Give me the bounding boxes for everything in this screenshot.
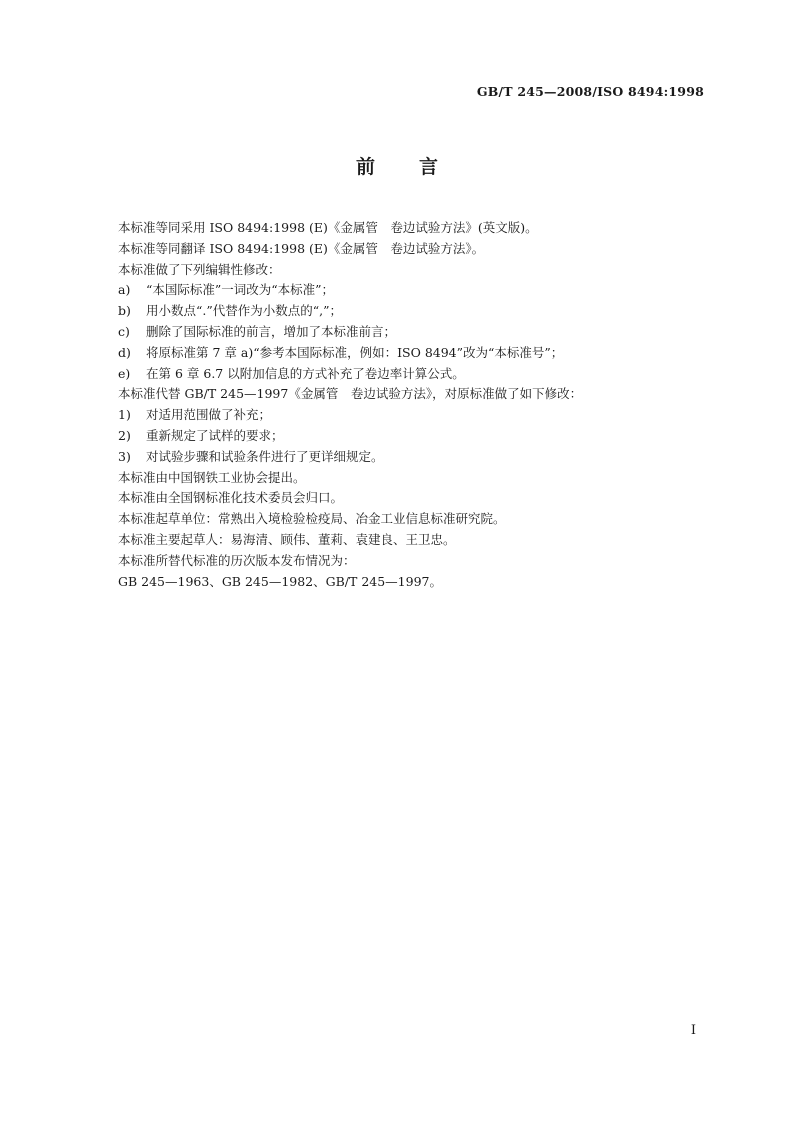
list-item-text: “本国际标准”一词改为“本标准”； xyxy=(146,282,335,298)
paragraph-history-intro: 本标准所替代标准的历次版本发布情况为： xyxy=(118,552,356,568)
list-item-marker: 2) xyxy=(118,427,131,443)
foreword-body xyxy=(118,218,718,592)
list-item-text: 对适用范围做了补充； xyxy=(146,407,272,423)
standard-code: GB/T 245—2008/ISO 8494:1998 xyxy=(476,84,704,99)
list-item-marker: a) xyxy=(118,282,131,298)
list-item xyxy=(118,426,718,447)
list-item xyxy=(118,280,718,301)
paragraph-drafting-units: 本标准起草单位：常熟出入境检验检疫局、冶金工业信息标准研究院。 xyxy=(118,511,506,527)
list-item-text: 将原标准第 7 章 a)“参考本国际标准，例如：ISO 8494”改为“本标准号”； xyxy=(146,344,564,360)
paragraph-translation: 本标准等同翻译 ISO 8494:1998 (E)《金属管 卷边试验方法》。 xyxy=(118,240,485,256)
list-item-marker: 3) xyxy=(118,448,131,464)
list-item xyxy=(118,405,718,426)
paragraph-adoption: 本标准等同采用 ISO 8494:1998 (E)《金属管 卷边试验方法》(英文版)。 xyxy=(118,220,538,235)
list-item-marker: e) xyxy=(118,365,131,381)
list-item-text: 对试验步骤和试验条件进行了更详细规定。 xyxy=(146,448,384,464)
list-item-marker: b) xyxy=(118,303,131,319)
paragraph-history-versions: GB 245—1963、GB 245—1982、GB/T 245—1997。 xyxy=(118,573,442,589)
page-number: I xyxy=(690,1023,696,1038)
paragraph-edits-intro: 本标准做了下列编辑性修改： xyxy=(118,261,281,277)
list-item xyxy=(118,364,718,385)
list-item-text: 在第 6 章 6.7 以附加信息的方式补充了卷边率计算公式。 xyxy=(146,365,465,381)
list-item-text: 用小数点“.”代替作为小数点的“,”； xyxy=(146,303,343,319)
list-item xyxy=(118,301,718,322)
page-title: 前言 xyxy=(355,156,482,178)
list-item xyxy=(118,322,718,343)
list-item xyxy=(118,343,718,364)
list-item-marker: c) xyxy=(118,323,130,339)
list-item xyxy=(118,447,718,468)
list-item-text: 删除了国际标准的前言，增加了本标准前言； xyxy=(146,323,397,339)
paragraph-technical-committee: 本标准由全国钢标准化技术委员会归口。 xyxy=(118,490,344,506)
list-item-text: 重新规定了试样的要求； xyxy=(146,427,284,443)
list-item-marker: d) xyxy=(118,344,131,360)
paragraph-replacement: 本标准代替 GB/T 245—1997《金属管 卷边试验方法》，对原标准做了如下修改： xyxy=(118,386,583,402)
paragraph-proposer: 本标准由中国钢铁工业协会提出。 xyxy=(118,469,306,485)
list-item-marker: 1) xyxy=(118,407,131,423)
paragraph-drafters: 本标准主要起草人：易海清、顾伟、董莉、袁建良、王卫忠。 xyxy=(118,531,456,547)
